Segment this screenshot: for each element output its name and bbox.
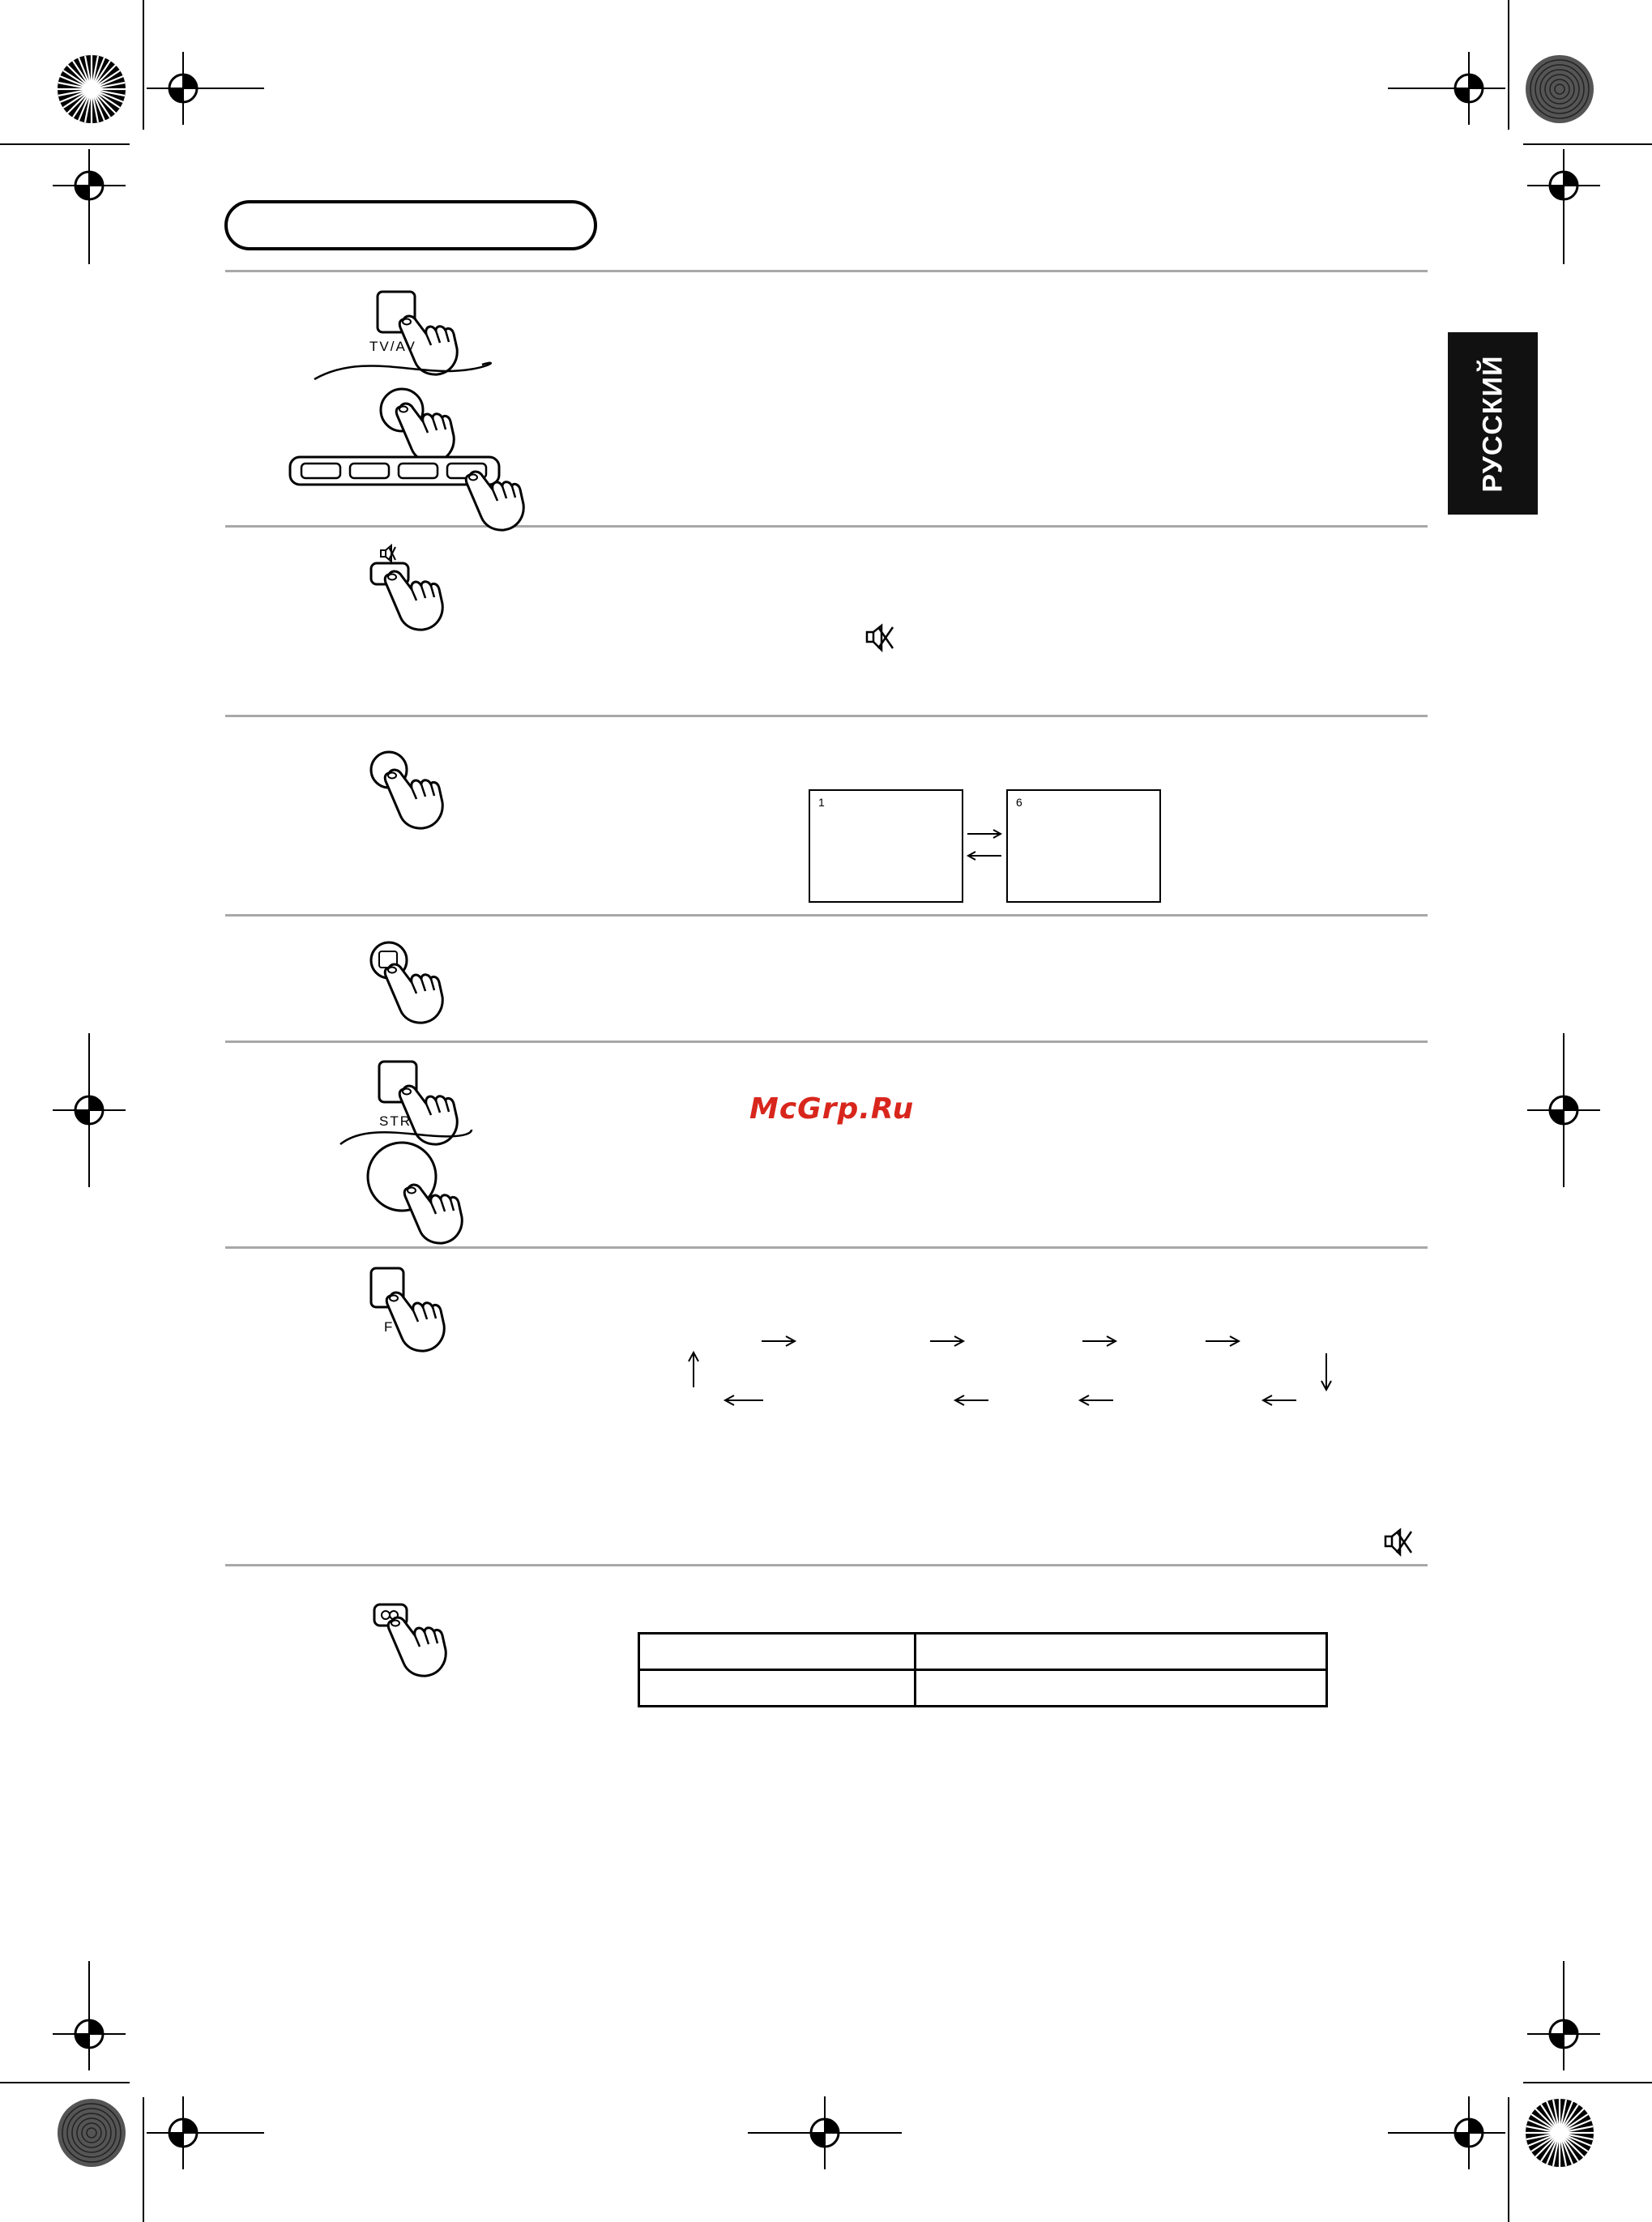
- hand-icon: [385, 964, 442, 1023]
- mute-button-illustration: [356, 539, 470, 628]
- table-row: [639, 1670, 1327, 1707]
- hand-icon: [385, 571, 442, 630]
- table-row: [639, 1634, 1327, 1670]
- table-cell: [916, 1634, 1327, 1670]
- enter-button-illustration: [356, 934, 470, 1023]
- watermark: McGrp.Ru: [749, 1092, 915, 1126]
- section-divider: [225, 715, 1428, 717]
- screen-left-number: 1: [818, 796, 825, 809]
- function-button-label: F: [384, 1319, 395, 1335]
- hand-icon: [385, 770, 442, 828]
- tv-av-button-illustration: [300, 284, 543, 527]
- mute-speaker-icon: [865, 624, 898, 653]
- table-cell: [916, 1670, 1327, 1707]
- section-divider: [225, 1564, 1428, 1566]
- mute-speaker-icon: [1384, 1528, 1416, 1558]
- screen-right-number: 6: [1016, 796, 1022, 809]
- hand-icon: [404, 1185, 462, 1243]
- section-title-pill: [224, 200, 597, 250]
- mute-icon: [381, 545, 395, 562]
- tv-av-button-label: TV/AV: [369, 339, 416, 354]
- language-tab-label: РУССКИЙ: [1477, 354, 1508, 493]
- screen-preview-right: [1006, 789, 1161, 903]
- toggle-arrows-icon: [964, 827, 1005, 863]
- table-cell: [639, 1634, 916, 1670]
- section-divider: [225, 914, 1428, 917]
- info-table: [638, 1632, 1328, 1707]
- function-button-illustration: [356, 1260, 470, 1357]
- hand-icon: [396, 404, 454, 462]
- str-button-label: STR: [379, 1113, 412, 1129]
- hand-icon: [388, 1617, 446, 1676]
- table-cell: [639, 1670, 916, 1707]
- round-button-illustration: [356, 741, 470, 823]
- screen-preview-left: [809, 789, 963, 903]
- section-divider: [225, 1040, 1428, 1043]
- sound-mode-button-illustration: [356, 1588, 470, 1677]
- str-button-illustration: [332, 1053, 494, 1248]
- hand-icon: [386, 1293, 444, 1351]
- function-cycle-arrows: [681, 1329, 1345, 1402]
- language-tab: [1448, 332, 1538, 515]
- section-divider: [225, 270, 1428, 272]
